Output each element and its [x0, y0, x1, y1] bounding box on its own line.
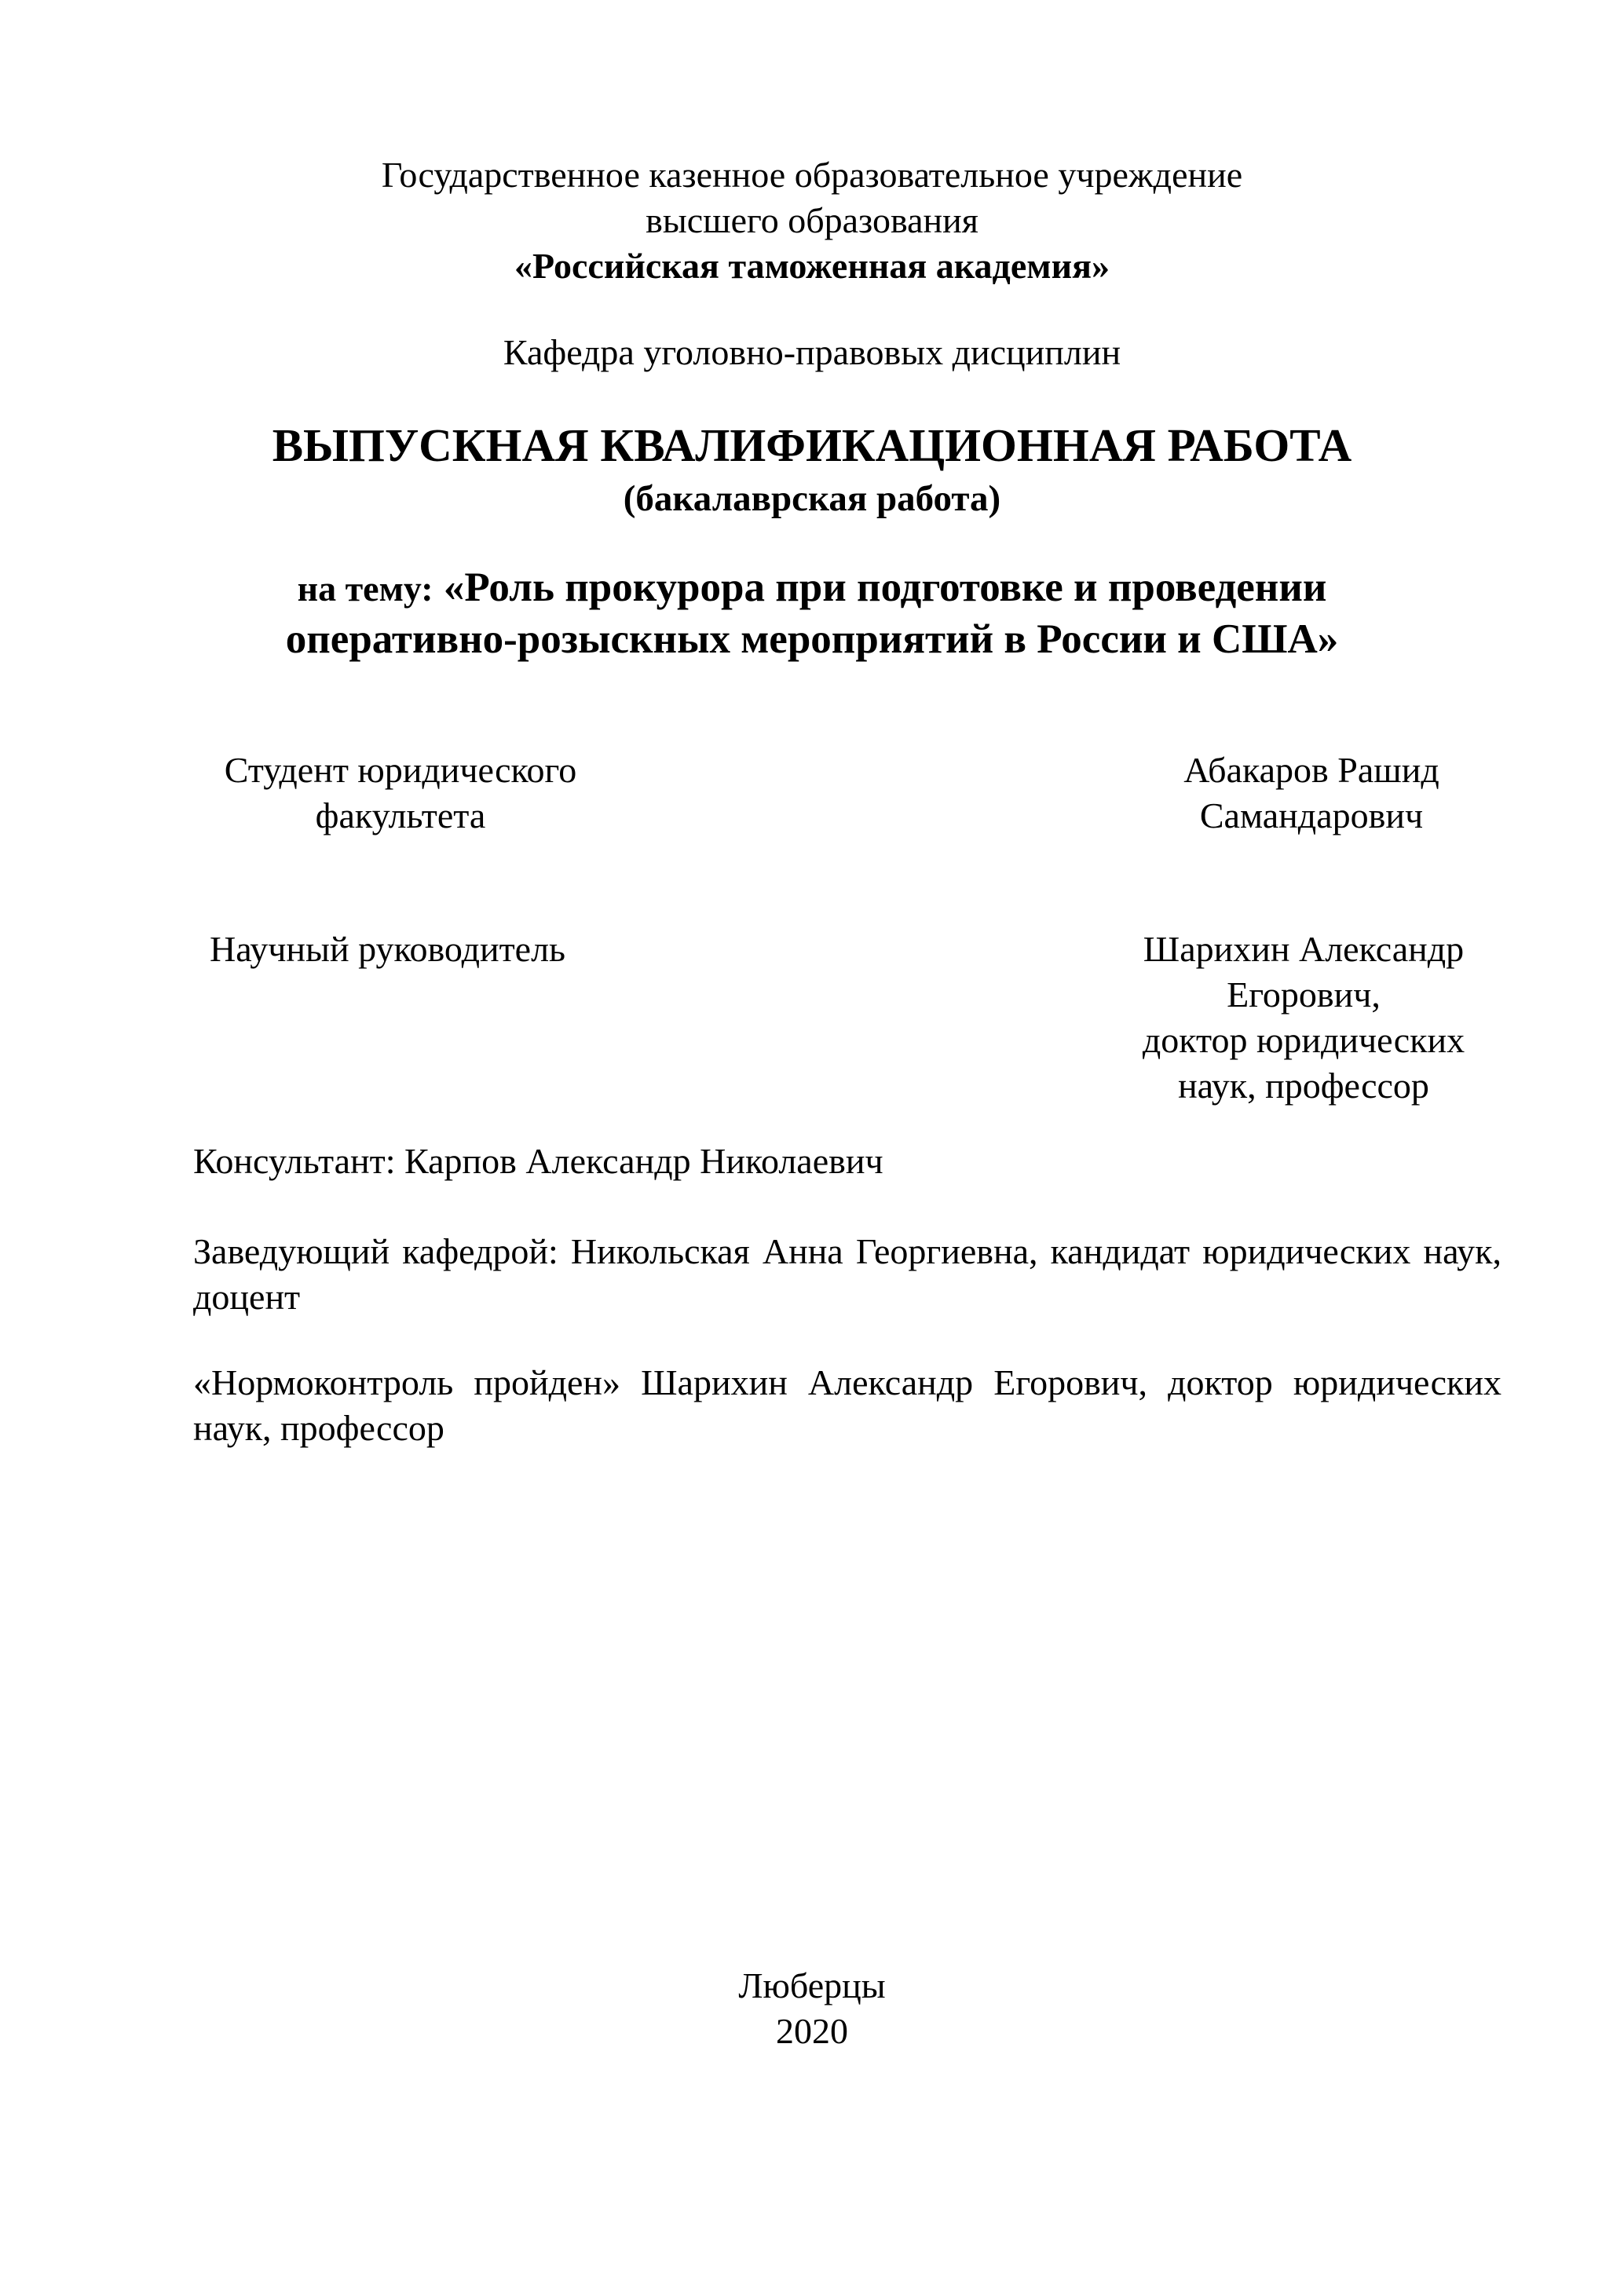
topic-prefix: на тему:	[297, 569, 433, 609]
topic-line-1	[0, 562, 1624, 614]
department: Кафедра уголовно-правовых дисциплин	[503, 332, 1121, 372]
student-label-line-1: Студент юридического	[224, 750, 577, 790]
supervisor-label: Научный руководитель	[210, 929, 566, 969]
supervisor-info	[1099, 927, 1508, 1109]
footer	[0, 1963, 1624, 2054]
supervisor-info-line-4: наук, профессор	[1178, 1066, 1429, 1106]
topic-line-2: оперативно-розыскных мероприятий в России и США»	[285, 616, 1339, 662]
footer-year: 2020	[776, 2011, 848, 2051]
topic	[0, 562, 1624, 664]
org-line-1: Государственное казенное образовательное учреждение	[381, 155, 1243, 195]
organization-header	[0, 152, 1624, 289]
topic-text-1: «Роль прокурора при подготовке и проведении	[443, 565, 1327, 610]
supervisor-info-line-3: доктор юридических	[1142, 1020, 1465, 1060]
consultant: Консультант: Карпов Александр Николаевич	[193, 1141, 883, 1181]
student-name-line-2: Самандарович	[1199, 795, 1424, 835]
student-name	[1115, 748, 1508, 839]
normcontrol: «Нормоконтроль пройден» Шарихин Александр Егорович, доктор юридических наук, профессор	[193, 1362, 1501, 1448]
supervisor-info-line-2: Егорович,	[1227, 974, 1381, 1015]
student-name-line-1: Абакаров Рашид	[1183, 750, 1439, 790]
work-subtitle: (бакалаврская работа)	[623, 478, 1001, 519]
work-title: ВЫПУСКНАЯ КВАЛИФИКАЦИОННАЯ РАБОТА	[272, 419, 1352, 471]
supervisor-info-line-1: Шарихин Александр	[1143, 929, 1465, 969]
student-label-line-2: факультета	[315, 795, 486, 835]
head-of-department: Заведующий кафедрой: Никольская Анна Георгиевна, кандидат юридических наук, доцент	[193, 1231, 1501, 1317]
org-line-2: высшего образования	[646, 200, 978, 240]
org-name: «Российская таможенная академия»	[514, 246, 1110, 286]
footer-city: Люберцы	[738, 1965, 886, 2005]
student-label	[196, 748, 605, 839]
